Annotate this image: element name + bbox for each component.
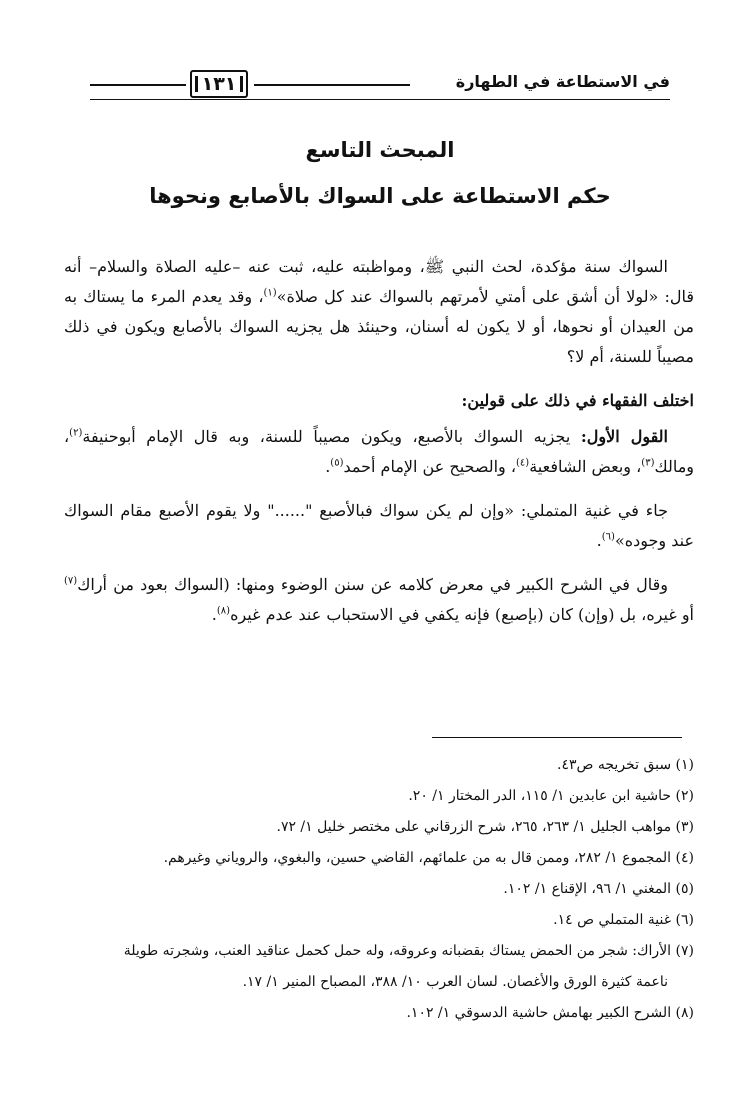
page-number [190,70,248,98]
footnote-number: (٦) [675,912,694,928]
footnote-number: (٨) [675,1005,694,1021]
header-rule-left [90,84,186,86]
footnote-number: (٣) [675,819,694,835]
footnote-3 [64,812,694,843]
footnote-5 [64,874,694,905]
footnote-ref-7: (٧) [64,575,78,587]
paragraph-3-text-b: ، ومالك [64,427,694,476]
footnote-number: (١) [675,757,694,773]
section-title: المبحث التاسع [305,138,455,162]
footnote-number: (٥) [675,881,694,897]
page-number-text: ١٣١ [201,73,237,95]
footnote-ref-6: (٦) [601,531,615,543]
paragraph-4-text-b: . [596,531,602,550]
paragraph-1 [64,252,694,372]
footnote-ref-3: (٣) [641,457,655,469]
footnote-4 [64,843,694,874]
paragraph-4 [64,496,694,556]
paragraph-5 [64,570,694,630]
footnote-text: المجموع ١/ ٢٨٢، وممن قال به من علمائهم، القاضي حسين، والبغوي، والروياني وغيرهم. [163,850,672,866]
footnote-ref-1: (١) [263,287,277,299]
paragraph-5-text-a: وقال في الشرح الكبير في معرض كلامه عن سنن الوضوء ومنها: (السواك بعود من أراك [77,575,668,594]
footnote-text: حاشية ابن عابدين ١/ ١١٥، الدر المختار ١/ ٢٠. [408,788,672,804]
paragraph-5-text-b: أو غيره، بل (وإن) كان (بإصبع) فإنه يكفي في الاستحباب عند عدم غيره [230,605,694,624]
footnote-text: مواهب الجليل ١/ ٢٦٣، ٢٦٥، شرح الزرقاني على مختصر خليل ١/ ٧٢. [276,819,672,835]
footnote-number: (٤) [675,850,694,866]
footnote-continuation: ناعمة كثيرة الورق والأغصان. لسان العرب ١٠/ ٣٨٨، المصباح المنير ١/ ١٧. [242,974,668,990]
main-title: حكم الاستطاعة على السواك بالأصابع ونحوها [149,184,611,208]
footnote-ref-8: (٨) [216,605,231,617]
paragraph-3-text-e: . [325,457,331,476]
footnote-2 [64,781,694,812]
paragraph-4-text-a: جاء في غنية المتملي: «وإن لم يكن سواك فبالأصبع "......" ولا يقوم الأصبع مقام السواك عند وجوده» [64,501,694,550]
running-header [90,70,670,100]
footnote-ref-5: (٥) [330,457,344,469]
paragraph-2: اختلف الفقهاء في ذلك على قولين: [461,391,694,410]
header-underline [90,99,670,100]
header-rule-middle [254,84,410,86]
footnote-1 [64,750,694,781]
paragraph-3-text-c: ، وبعض الشافعية [529,457,642,476]
running-title: في الاستطاعة في الطهارة [455,72,670,91]
paragraph-1-text: السواك سنة مؤكدة، لحث النبي ﷺ، ومواظبته عليه، ثبت عنه –عليه الصلاة والسلام– أنه قال: «لولا أن أشق على أمتي لأمرتهم بالسواك عند كل صلاة» [64,257,694,306]
footnote-text: الشرح الكبير بهامش حاشية الدسوقي ١/ ١٠٢. [406,1005,672,1021]
footnote-separator [432,737,682,738]
first-opinion-label: القول الأول: [580,427,668,446]
footnote-6 [64,905,694,936]
footnote-ref-4: (٤) [516,457,530,469]
footnotes [64,750,694,1029]
footnote-text: الأراك: شجر من الحمض يستاك بقضبانه وعروقه، وله حمل كحمل عناقيد العنب، وشجرته طويلة [123,943,672,959]
paragraph-3 [64,422,694,482]
footnote-number: (٢) [675,788,694,804]
paragraph-3-text-a: يجزيه السواك بالأصبع، ويكون مصيباً للسنة، وبه قال الإمام أبوحنيفة [82,427,581,446]
paragraph-3-text-d: ، والصحيح عن الإمام أحمد [343,457,517,476]
footnote-text: المغني ١/ ٩٦، الإقناع ١/ ١٠٢. [503,881,672,897]
body-text [64,252,694,644]
footnote-7 [64,936,694,998]
paragraph-5-text-c: . [211,605,217,624]
paragraph-1-rest: ، وقد يعدم المرء ما يستاك به من العيدان أو نحوها، أو لا يكون له أسنان، وحينئذ هل يجزيه السواك بالأصابع ويكون في ذلك مصيباً للسنة، أم لا؟ [64,287,694,366]
footnote-text: سبق تخريجه ص٤٣. [557,757,672,773]
footnote-number: (٧) [675,943,694,959]
footnote-8 [64,998,694,1029]
footnote-text: غنية المتملي ص ١٤. [553,912,672,928]
footnote-ref-2: (٢) [69,427,83,439]
